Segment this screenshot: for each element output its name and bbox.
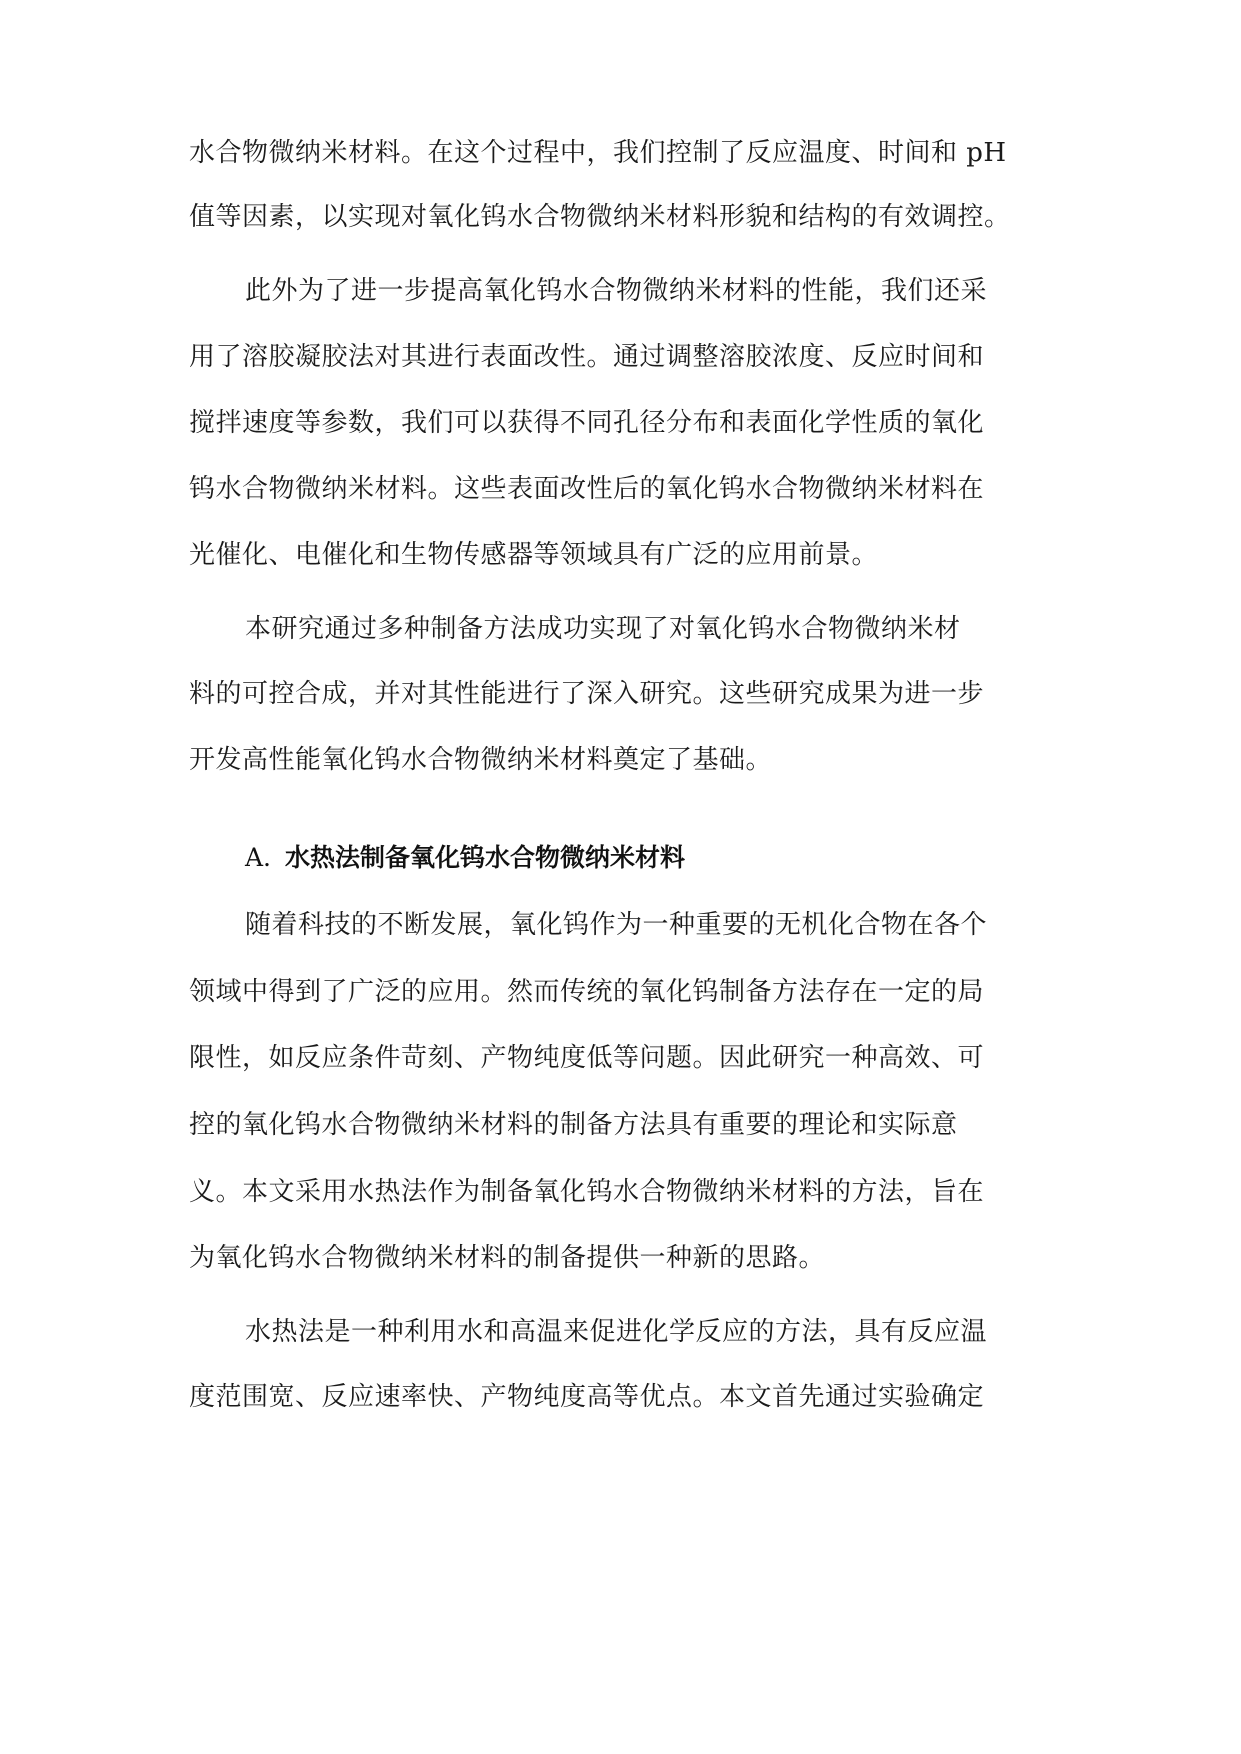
paragraph-line: 水热法是一种利用水和高温来促进化学反应的方法，具有反应温: [245, 1317, 988, 1347]
paragraph-line: 本研究通过多种制备方法成功实现了对氧化钨水合物微纳米材: [245, 614, 961, 644]
paragraph-line: 限性，如反应条件苛刻、产物纯度低等问题。因此研究一种高效、可: [189, 1043, 985, 1073]
paragraph-line: 领域中得到了广泛的应用。然而传统的氧化钨制备方法存在一定的局: [189, 977, 985, 1007]
paragraph-line: 料的可控合成，并对其性能进行了深入研究。这些研究成果为进一步: [189, 679, 985, 709]
paragraph-line: 值等因素，以实现对氧化钨水合物微纳米材料形貌和结构的有效调控。: [189, 202, 1011, 232]
paragraph-line: 此外为了进一步提高氧化钨水合物微纳米材料的性能，我们还采: [245, 276, 988, 306]
section-title: 水热法制备氧化钨水合物微纳米材料: [285, 843, 686, 872]
paragraph-line: 光催化、电催化和生物传感器等领域具有广泛的应用前景。: [189, 540, 879, 570]
paragraph-line: 开发高性能氧化钨水合物微纳米材料奠定了基础。: [189, 745, 773, 775]
paragraph-line: 度范围宽、反应速率快、产物纯度高等优点。本文首先通过实验确定: [189, 1382, 985, 1412]
paragraph-line: 钨水合物微纳米材料。这些表面改性后的氧化钨水合物微纳米材料在: [189, 474, 985, 504]
section-marker: A.: [245, 843, 272, 872]
paragraph-line: 义。本文采用水热法作为制备氧化钨水合物微纳米材料的方法，旨在: [189, 1177, 985, 1207]
paragraph-line: 水合物微纳米材料。在这个过程中，我们控制了反应温度、时间和 pH: [189, 138, 1007, 168]
section-heading: [245, 838, 1060, 878]
paragraph-line: 用了溶胶凝胶法对其进行表面改性。通过调整溶胶浓度、反应时间和: [189, 342, 985, 372]
paragraph-line: 为氧化钨水合物微纳米材料的制备提供一种新的思路。: [189, 1243, 826, 1273]
paragraph-line: 随着科技的不断发展，氧化钨作为一种重要的无机化合物在各个: [245, 910, 988, 940]
paragraph-line: 控的氧化钨水合物微纳米材料的制备方法具有重要的理论和实际意: [189, 1110, 958, 1140]
paragraph-line: 搅拌速度等参数，我们可以获得不同孔径分布和表面化学性质的氧化: [189, 408, 985, 438]
